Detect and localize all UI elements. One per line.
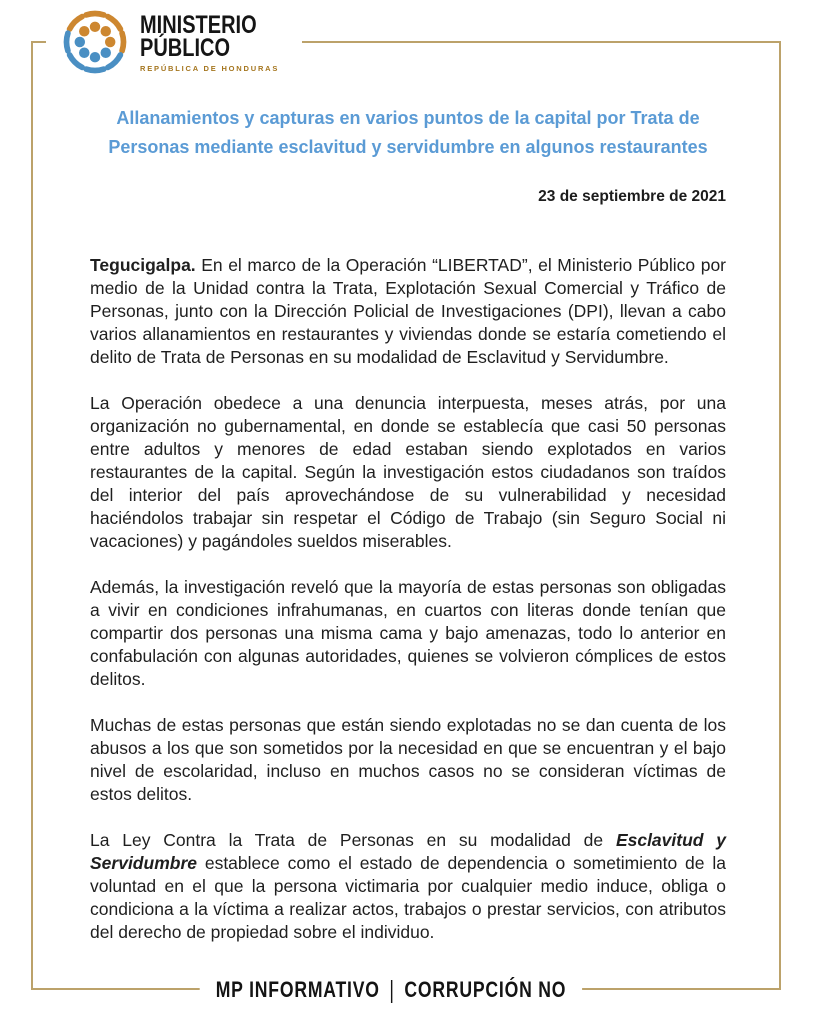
paragraph-1-text: En el marco de la Operación “LIBERTAD”, el Ministerio Público por medio de la Unidad contra la Trata, Explotación Sexual Comercial y Tráfico de Personas, junto con la Dirección Policial de Investigaciones (DPI), llevan a cabo varios allanamientos en restaurantes y viviendas donde se estaría cometiendo el delito de Trata de Personas en su modalidad de Esclavitud y Servidumbre. — [90, 255, 726, 367]
paragraph-1 — [90, 254, 726, 369]
dateline-city: Tegucigalpa. — [90, 255, 196, 275]
paragraph-5-emphasis: Esclavitud y Servidumbre — [90, 830, 726, 873]
paragraph-3: Además, la investigación reveló que la mayoría de estas personas son obligadas a vivir en condiciones infrahumanas, en cuartos con literas donde tenían que compartir dos personas una misma cama y bajo amenazas, todo lo anterior en confabulación con algunas autoridades, quienes se volvieron cómplices de estos delitos. — [90, 577, 726, 689]
date-line: 23 de septiembre de 2021 — [538, 188, 726, 205]
paragraph-5 — [90, 829, 726, 944]
paragraph-4: Muchas de estas personas que están siendo explotadas no se dan cuenta de los abusos a los que son sometidos por la necesidad en que se encuentran y el bajo nivel de escolaridad, incluso en muchos casos no se consideran víctimas de estos delitos. — [90, 715, 726, 804]
footer-brand: MP INFORMATIVO — [215, 977, 380, 1002]
org-name-line1: MINISTERIO — [140, 11, 257, 39]
page-title: Allanamientos y capturas en varios puntos de la capital por Trata de Personas mediante esclavitud y servidumbre en algunos restaurantes — [108, 108, 708, 157]
paragraph-2: La Operación obedece a una denuncia interpuesta, meses atrás, por una organización no gubernamental, en donde se establecía que casi 50 personas entre adultos y menores de edad estaban siendo explotados en varios restaurantes de la capital. Según la investigación estos ciudadanos son traídos del interior del país aprovechándose de su vulnerabilidad y necesidad haciéndolos trabajar sin respetar el Código de Trabajo (sin Seguro Social ni vacaciones) y pagándoles sueldos miserables. — [90, 393, 726, 551]
document-content — [90, 0, 726, 967]
org-subtitle: REPÚBLICA DE HONDURAS — [140, 64, 280, 73]
footer-slogan: CORRUPCIÓN NO — [404, 977, 567, 1002]
org-name-line2: PÚBLICO — [140, 34, 230, 62]
paragraph-5-before: La Ley Contra la Trata de Personas en su modalidad de — [90, 830, 616, 850]
paragraph-5-after: establece como el estado de dependencia o sometimiento de la voluntad en el que la persona victimaria por cualquier medio induce, obliga o condiciona a la víctima a realizar actos, trabajos o prestar servicios, con atributos del derecho de propiedad sobre el individuo. — [90, 853, 726, 942]
body-text — [90, 254, 726, 944]
footer-separator: | — [389, 975, 395, 1004]
